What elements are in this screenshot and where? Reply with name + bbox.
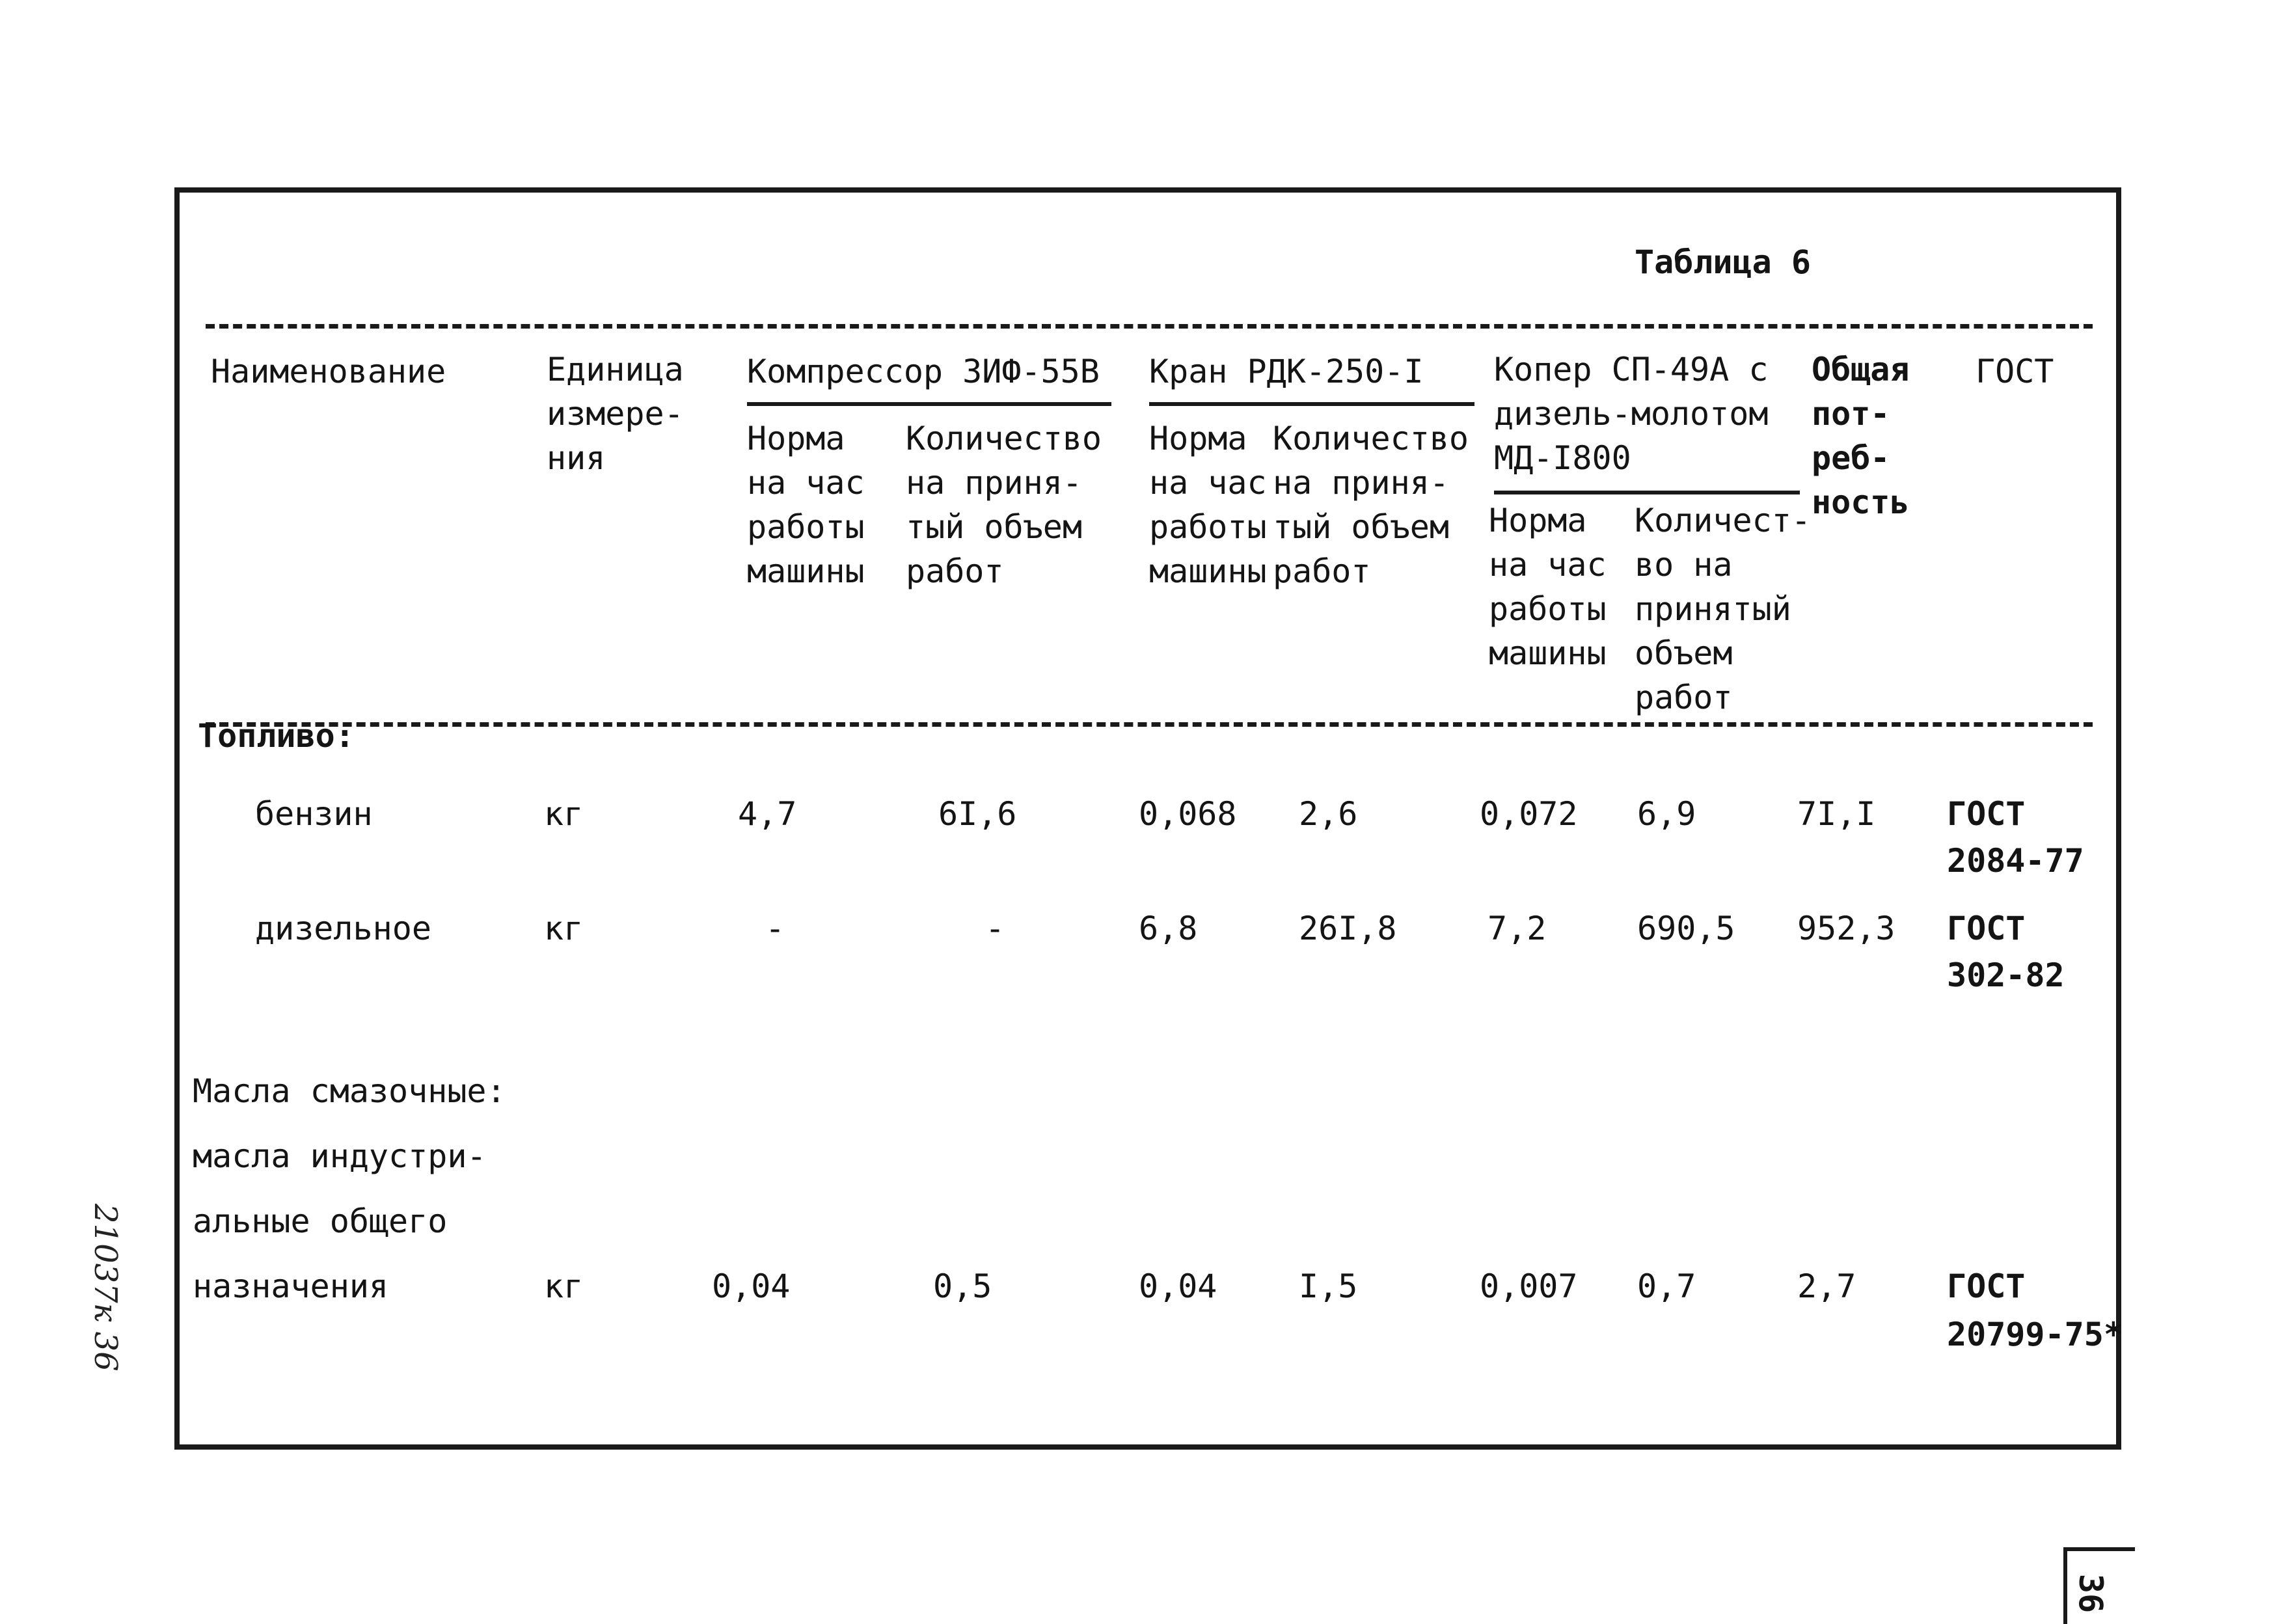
row-compressor-norm: 4,7 [738, 795, 797, 833]
row-total: 952,3 [1797, 910, 1895, 947]
row-gost: ГОСТ [1947, 1267, 2026, 1305]
row-crane-qty: 26I,8 [1299, 910, 1397, 947]
row-gost: ГОСТ [1947, 910, 2026, 947]
row-compressor-qty: 6I,6 [938, 795, 1017, 833]
row-name: бензин [255, 795, 373, 833]
row-piledriver-qty: 690,5 [1637, 910, 1735, 947]
piledriver-underline [1494, 491, 1800, 494]
row-crane-qty: I,5 [1299, 1267, 1358, 1305]
header-compressor-qty: Количество на приня- тый объем работ [906, 420, 1102, 590]
section-oils-sub2: альные общего [193, 1202, 448, 1240]
row-gost-number: 20799-75* [1947, 1316, 2123, 1353]
row-gost: ГОСТ [1947, 795, 2026, 833]
row-piledriver-norm: 0,072 [1480, 795, 1578, 833]
page-number: 36 [2072, 1573, 2110, 1614]
header-crane: Кран РДК-250-I [1149, 353, 1424, 390]
header-compressor: Компрессор ЗИФ-55В [747, 353, 1100, 390]
header-piledriver-norm: Норма на час работы машины [1489, 502, 1607, 672]
header-compressor-norm: Норма на час работы машины [747, 420, 865, 590]
row-compressor-norm: - [765, 910, 785, 947]
archive-stamp: 21037к 36 [87, 1204, 124, 1372]
section-oils: Масла смазочные: [193, 1072, 506, 1110]
header-unit: Единица измере- ния [547, 351, 684, 477]
row-name: назначения [193, 1267, 389, 1305]
header-bottom-divider [206, 722, 2093, 727]
row-crane-norm: 0,04 [1139, 1267, 1217, 1305]
row-piledriver-qty: 0,7 [1637, 1267, 1696, 1305]
header-crane-qty: Количество на приня- тый объем работ [1273, 420, 1469, 590]
header-piledriver-qty: Количест- во на принятый объем работ [1635, 502, 1811, 716]
row-unit: кг [544, 795, 584, 833]
crane-underline [1149, 402, 1474, 406]
section-oils-sub1: масла индустри- [193, 1137, 487, 1175]
row-total: 2,7 [1797, 1267, 1856, 1305]
header-total: Общая пот- реб- ность [1812, 351, 1910, 521]
header-name: Наименование [211, 353, 446, 390]
row-compressor-norm: 0,04 [712, 1267, 791, 1305]
row-compressor-qty: - [985, 910, 1005, 947]
row-name: дизельное [255, 910, 431, 947]
row-piledriver-norm: 7,2 [1487, 910, 1547, 947]
compressor-underline [747, 402, 1111, 406]
row-unit: кг [544, 910, 584, 947]
header-piledriver: Копер СП-49А с дизель-молотом МД-I800 [1494, 351, 1769, 477]
row-piledriver-qty: 6,9 [1637, 795, 1696, 833]
header-top-divider [206, 324, 2093, 329]
row-compressor-qty: 0,5 [933, 1267, 992, 1305]
row-piledriver-norm: 0,007 [1480, 1267, 1578, 1305]
page-number-box [2063, 1547, 2135, 1624]
row-unit: кг [544, 1267, 584, 1305]
row-gost-number: 2084-77 [1947, 842, 2084, 880]
document-frame [174, 187, 2123, 1614]
row-crane-qty: 2,6 [1299, 795, 1358, 833]
table-title: Таблица 6 [1635, 243, 1811, 281]
row-crane-norm: 6,8 [1139, 910, 1198, 947]
section-fuel: Топливо: [198, 717, 355, 755]
row-gost-number: 302-82 [1947, 956, 2065, 994]
header-gost: ГОСТ [1976, 353, 2054, 390]
row-crane-norm: 0,068 [1139, 795, 1237, 833]
header-crane-norm: Норма на час работы машины [1149, 420, 1267, 590]
row-total: 7I,I [1797, 795, 1876, 833]
